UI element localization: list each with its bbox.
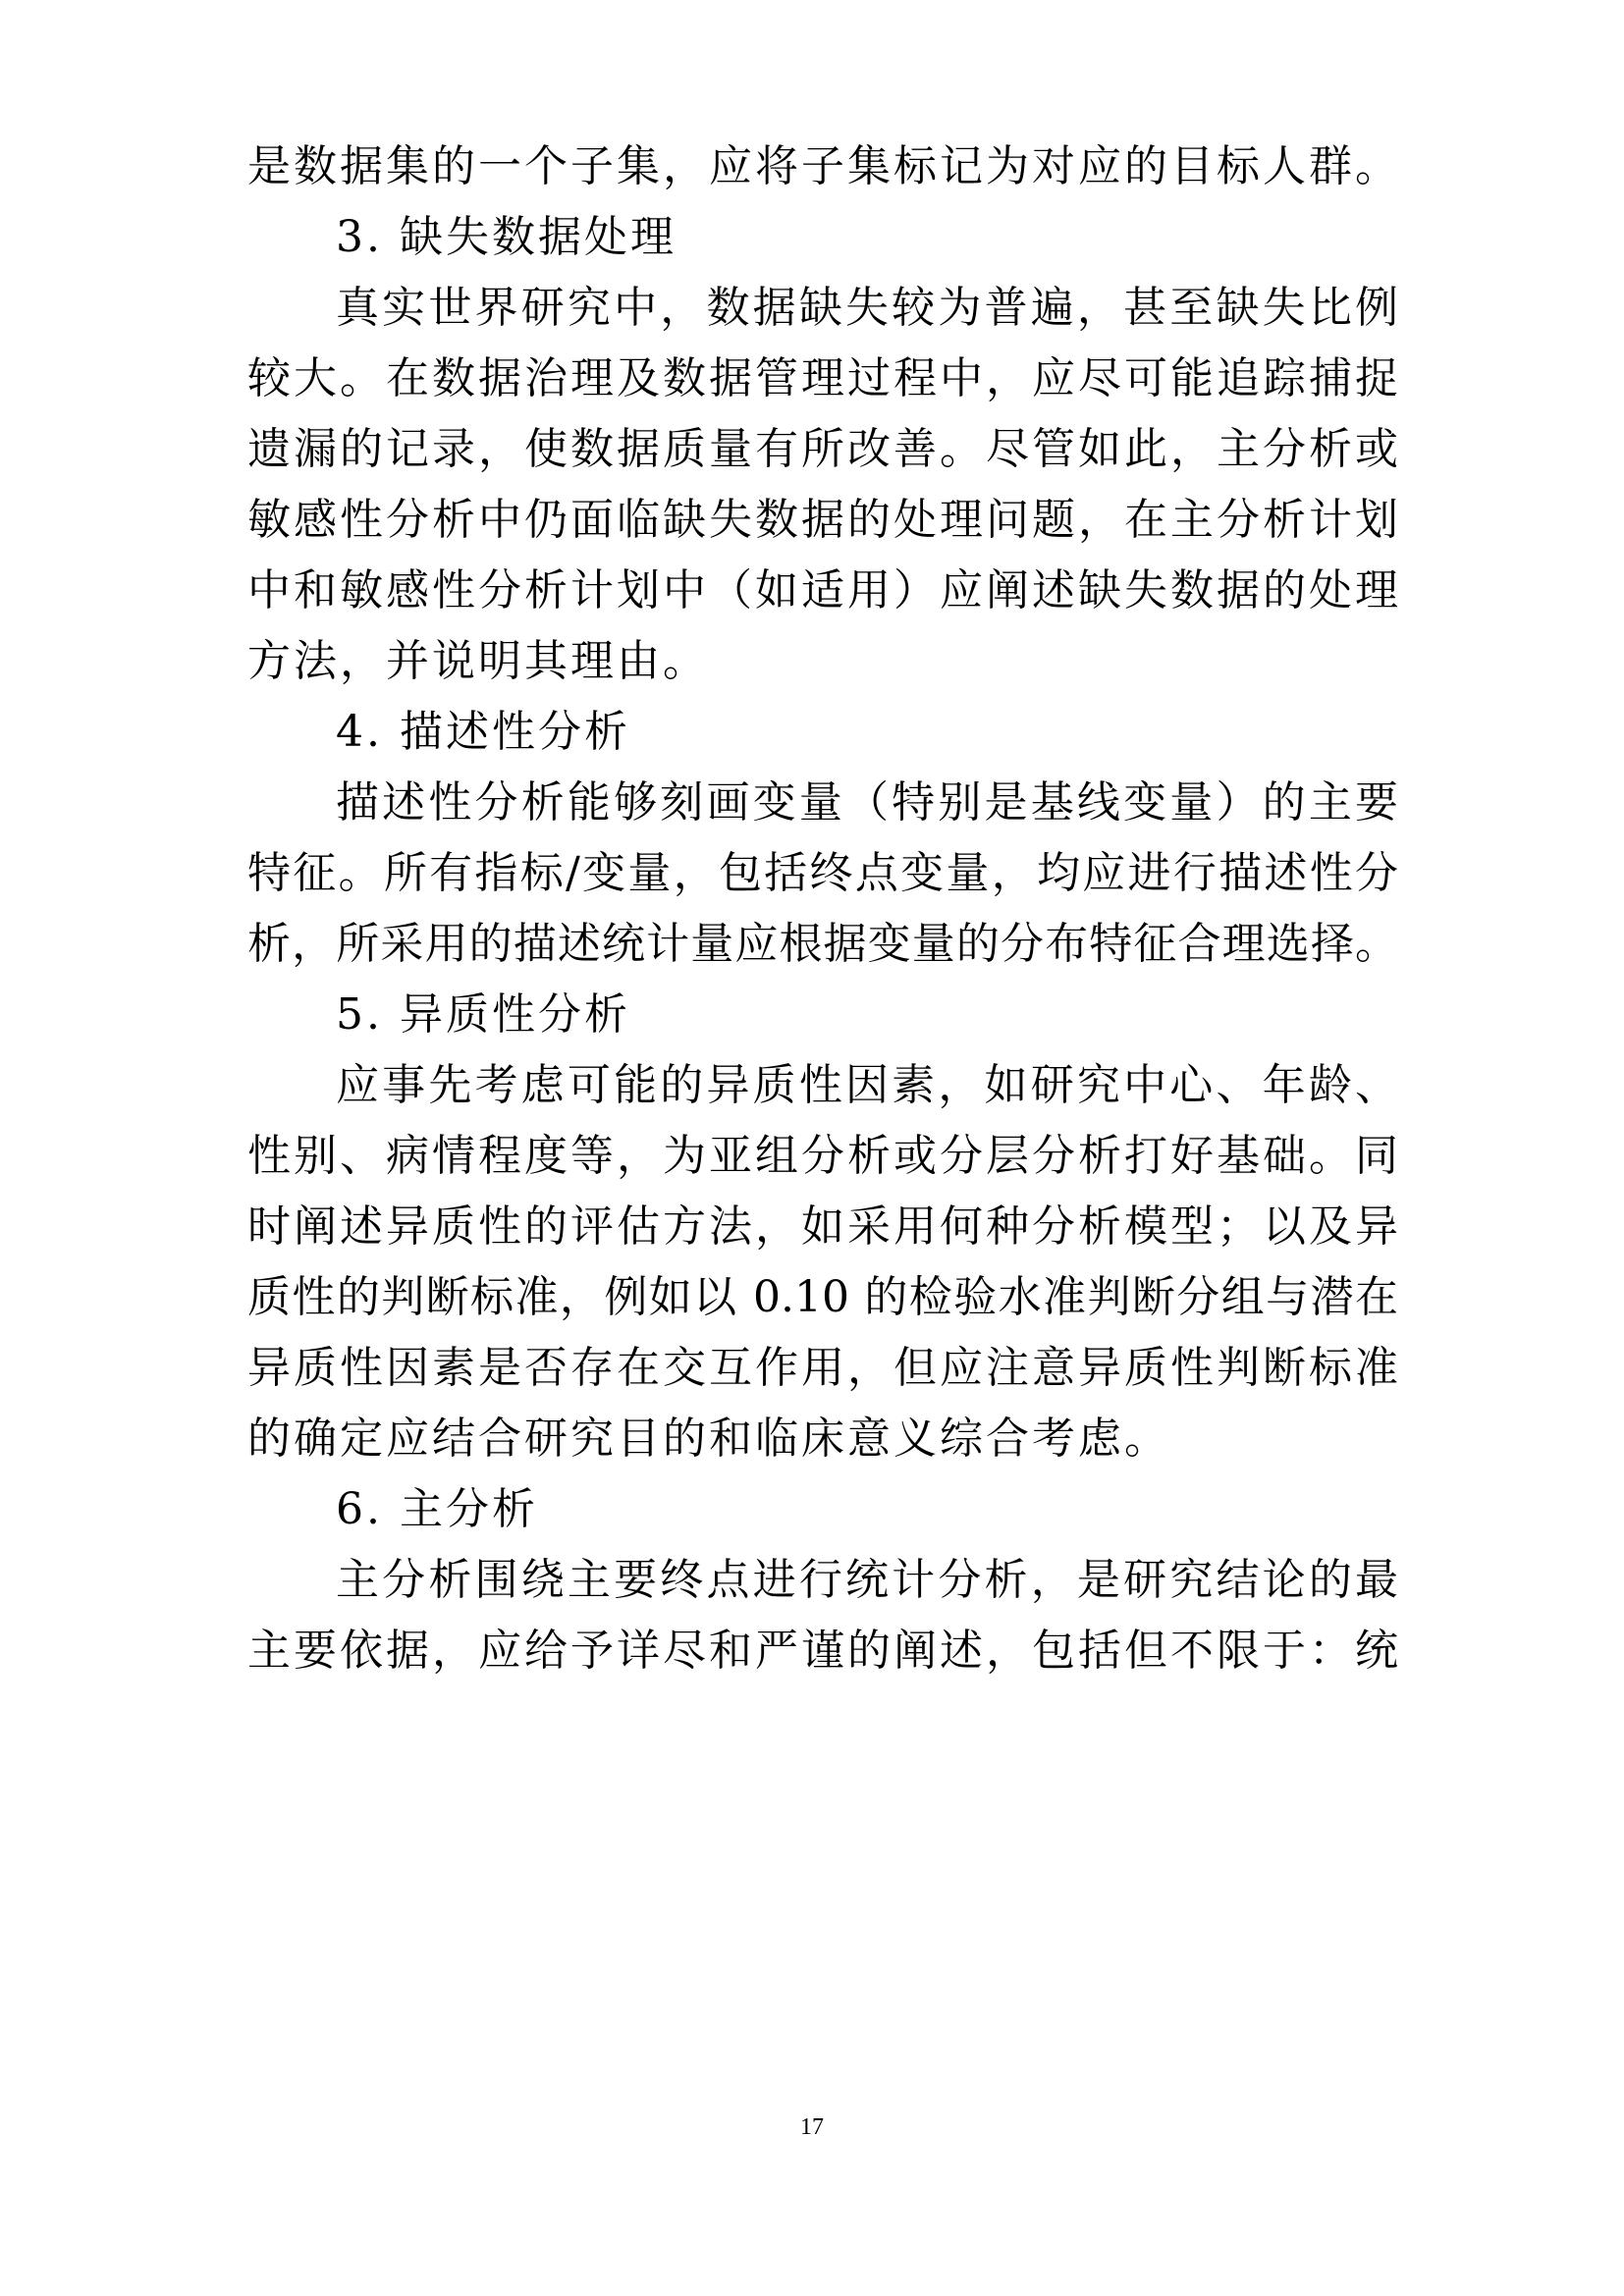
text-line: 中和敏感性分析计划中（如适用）应阐述缺失数据的处理 xyxy=(247,565,1398,615)
text-line: 质性的判断标准，例如以 0.10 的检验水准判断分组与潜在 xyxy=(247,1272,1398,1322)
page-number: 17 xyxy=(800,2114,824,2140)
text-line: 较大。在数据治理及数据管理过程中，应尽可能追踪捕捉 xyxy=(247,353,1398,403)
text-line: 应事先考虑可能的异质性因素，如研究中心、年龄、 xyxy=(336,1060,1398,1110)
text-line: 析，所采用的描述统计量应根据变量的分布特征合理选择。 xyxy=(247,919,1398,969)
text-line: 性别、病情程度等，为亚组分析或分层分析打好基础。同 xyxy=(247,1131,1398,1181)
text-line: 遗漏的记录，使数据质量有所改善。尽管如此，主分析或 xyxy=(247,424,1398,474)
text-line: 主要依据，应给予详尽和严谨的阐述，包括但不限于：统 xyxy=(247,1626,1398,1676)
text-line: 方法，并说明其理由。 xyxy=(247,636,709,686)
section-heading-main-analysis: 6. 主分析 xyxy=(336,1484,538,1534)
text-line: 主分析围绕主要终点进行统计分析，是研究结论的最 xyxy=(336,1555,1398,1605)
text-line: 特征。所有指标/变量，包括终点变量，均应进行描述性分 xyxy=(247,848,1398,898)
text-line: 异质性因素是否存在交互作用，但应注意异质性判断标准 xyxy=(247,1343,1398,1393)
text-line: 时阐述异质性的评估方法，如采用何种分析模型；以及异 xyxy=(247,1201,1398,1252)
section-heading-heterogeneity-analysis: 5. 异质性分析 xyxy=(336,989,630,1040)
text-line: 是数据集的一个子集，应将子集标记为对应的目标人群。 xyxy=(247,141,1401,191)
section-heading-missing-data: 3. 缺失数据处理 xyxy=(336,212,677,262)
text-line: 敏感性分析中仍面临缺失数据的处理问题，在主分析计划 xyxy=(247,495,1398,545)
text-line: 描述性分析能够刻画变量（特别是基线变量）的主要 xyxy=(336,777,1398,828)
text-line: 的确定应结合研究目的和临床意义综合考虑。 xyxy=(247,1414,1170,1464)
text-line: 真实世界研究中，数据缺失较为普遍，甚至缺失比例 xyxy=(336,283,1398,333)
section-heading-descriptive-analysis: 4. 描述性分析 xyxy=(336,707,630,757)
